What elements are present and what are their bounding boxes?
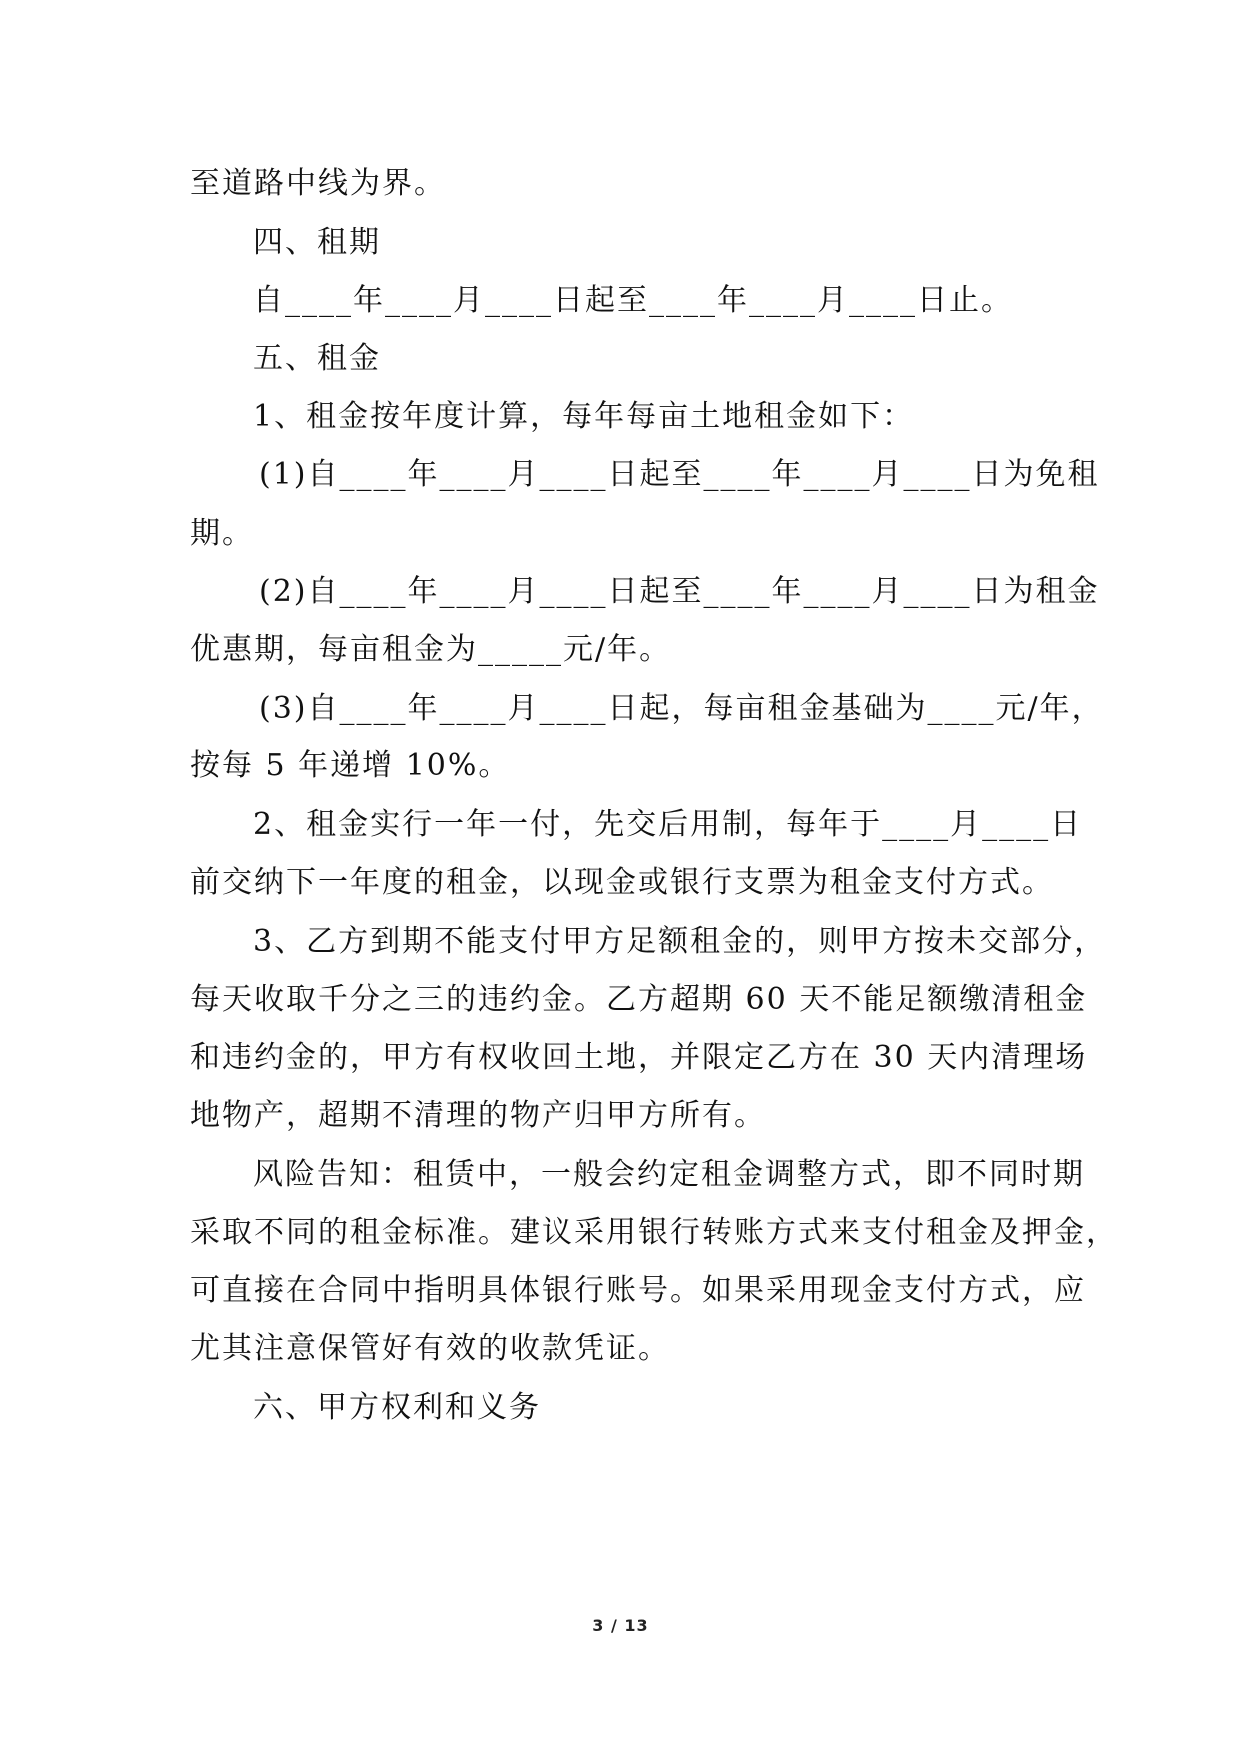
paragraph-line: 每天收取千分之三的违约金。乙方超期 60 天不能足额缴清租金: [190, 982, 1088, 1017]
paragraph-line: 尤其注意保管好有效的收款凭证。: [190, 1331, 670, 1366]
paragraph-line: (3)自____年____月____日起，每亩租金基础为____元/年，: [259, 691, 1104, 726]
paragraph-line: 1、租金按年度计算，每年每亩土地租金如下：: [253, 399, 915, 434]
paragraph-line: 采取不同的租金标准。建议采用银行转账方式来支付租金及押金，: [190, 1215, 1118, 1250]
section-heading: 六、甲方权利和义务: [253, 1390, 541, 1425]
page-number: 3 / 13: [592, 1616, 649, 1635]
paragraph-line: 地物产，超期不清理的物产归甲方所有。: [190, 1098, 766, 1133]
paragraph-line: 2、租金实行一年一付，先交后用制，每年于____月____日: [253, 807, 1083, 842]
paragraph-line: 优惠期，每亩租金为_____元/年。: [190, 632, 672, 667]
section-heading: 五、租金: [253, 341, 381, 376]
paragraph-line: 自____年____月____日起至____年____月____日止。: [253, 283, 1013, 318]
paragraph-line: 可直接在合同中指明具体银行账号。如果采用现金支付方式，应: [190, 1273, 1086, 1308]
paragraph-line: 前交纳下一年度的租金，以现金或银行支票为租金支付方式。: [190, 865, 1054, 900]
paragraph-line: (1)自____年____月____日起至____年____月____日为免租: [259, 457, 1100, 492]
paragraph-line: 按每 5 年递增 10%。: [190, 748, 511, 783]
paragraph-line: 和违约金的，甲方有权收回土地，并限定乙方在 30 天内清理场: [190, 1040, 1088, 1075]
paragraph-line: (2)自____年____月____日起至____年____月____日为租金: [259, 574, 1100, 609]
section-heading: 四、租期: [253, 225, 381, 260]
paragraph-line: 至道路中线为界。: [190, 166, 446, 201]
paragraph-line: 期。: [190, 516, 254, 551]
paragraph-line: 风险告知：租赁中，一般会约定租金调整方式，即不同时期: [253, 1157, 1085, 1192]
paragraph-line: 3、乙方到期不能支付甲方足额租金的，则甲方按未交部分，: [253, 924, 1107, 959]
